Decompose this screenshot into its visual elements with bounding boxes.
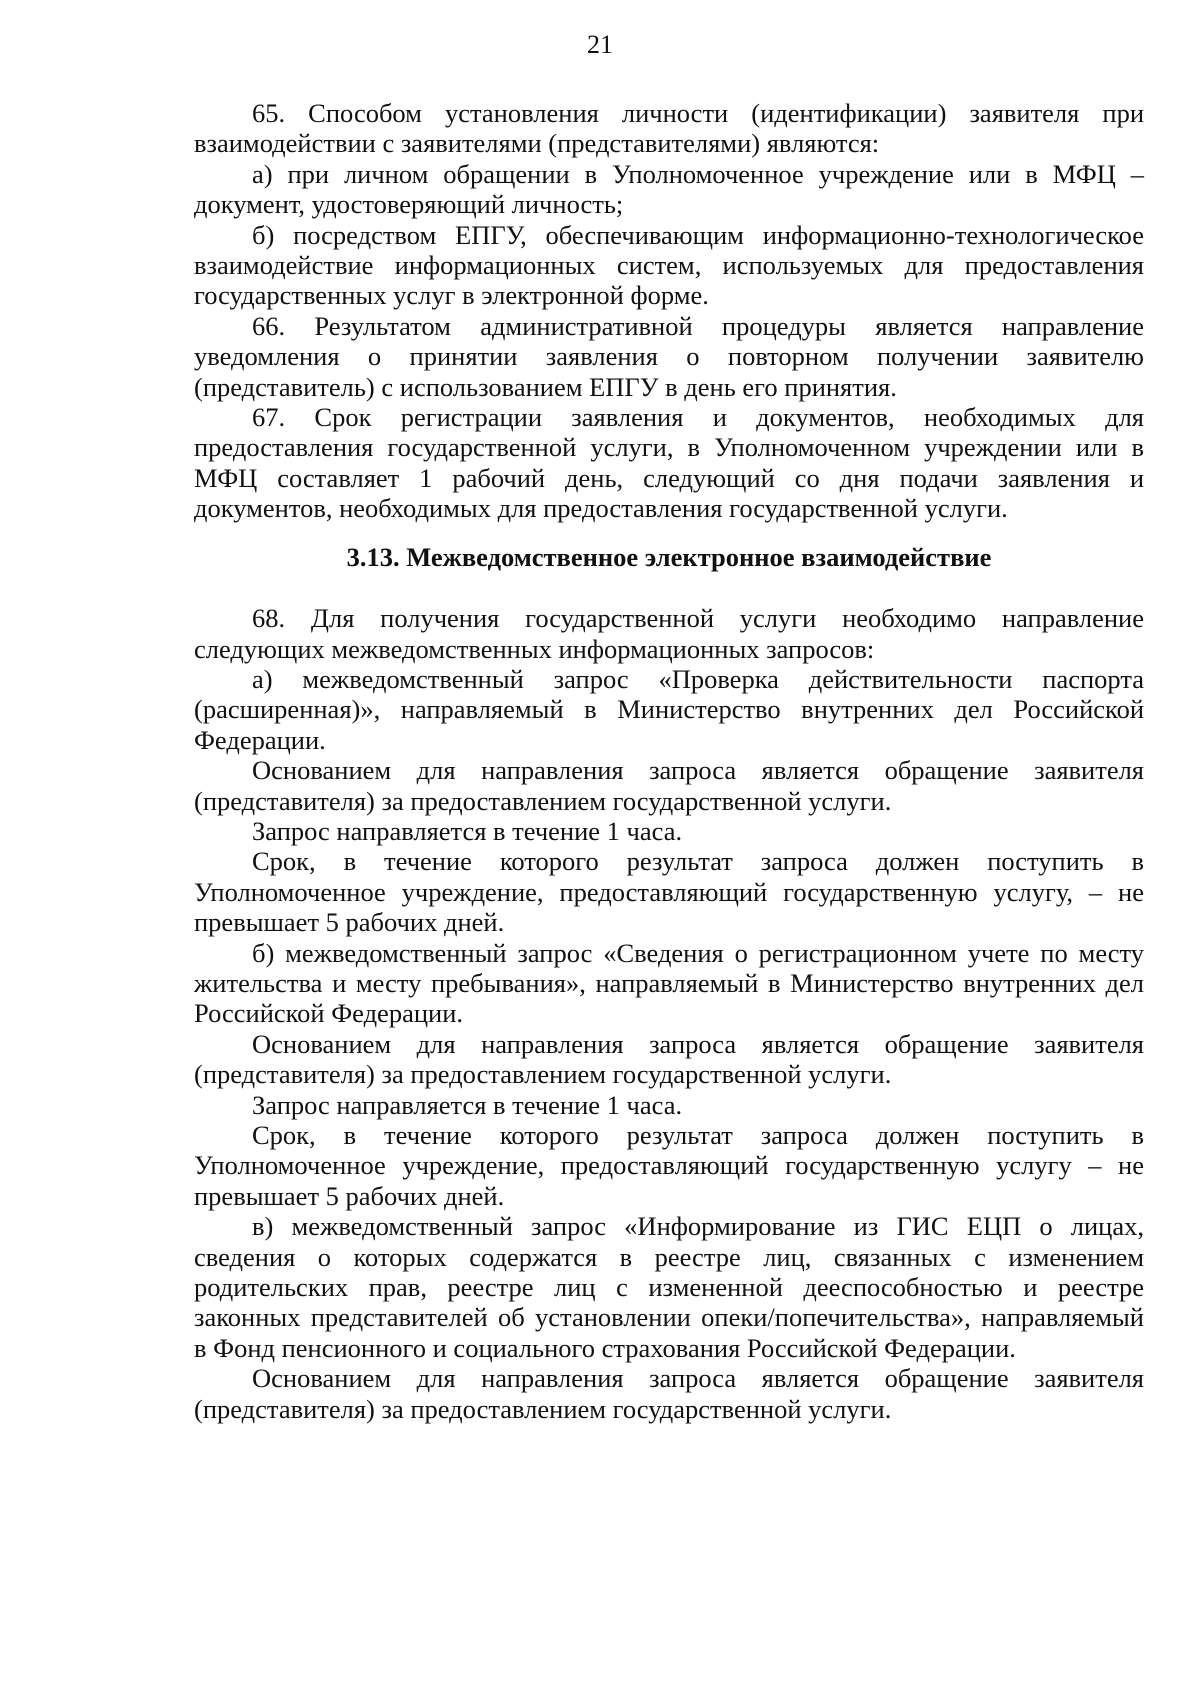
paragraph-68-a-timing: Запрос направляется в течение 1 часа. xyxy=(252,815,683,846)
paragraph-68-a: а) межведомственный запрос «Проверка действительности паспорта (расширенная)», направляемый в Министерство внутренних дел Российской Федерации. xyxy=(194,663,1144,755)
paragraph-65-a: а) при личном обращении в Уполномоченное учреждение или в МФЦ – документ, удостоверяющий личность; xyxy=(194,158,1144,220)
paragraph-68: 68. Для получения государственной услуги необходимо направление следующих межведомственных информационных запросов: xyxy=(194,603,1144,664)
paragraph-68-b-basis: Основанием для направления запроса является обращение заявителя (представителя) за предоставлением государственной услуги. xyxy=(194,1028,1144,1090)
document-body xyxy=(194,98,1144,1424)
paragraph-68-v: в) межведомственный запрос «Информирование из ГИС ЕЦП о лицах, сведения о которых содержатся в реестре лиц, связанных с изменением родительских прав, реестре лиц с измененной дееспособностью и реестре законных представителей об установлении опеки/попечительства», направляемый в Фонд пенсионного и социального страхования Российской Федерации. xyxy=(194,1211,1144,1363)
paragraph-67: 67. Срок регистрации заявления и документов, необходимых для предоставления государственной услуги, в Уполномоченном учреждении или в МФЦ составляет 1 рабочий день, следующий со дня подачи заявления и документов, необходимых для предоставления государственной услуги. xyxy=(194,402,1144,524)
paragraph-68-a-basis: Основанием для направления запроса является обращение заявителя (представителя) за предоставлением государственной услуги. xyxy=(194,755,1144,816)
paragraph-68-b-deadline: Срок, в течение которого результат запроса должен поступить в Уполномоченное учреждение, предоставляющий государственную услугу – не превышает 5 рабочих дней. xyxy=(194,1120,1144,1211)
paragraph-68-a-deadline: Срок, в течение которого результат запроса должен поступить в Уполномоченное учреждение, предоставляющий государственную услугу, – не превышает 5 рабочих дней. xyxy=(194,846,1144,938)
paragraph-68-b: б) межведомственный запрос «Сведения о регистрационном учете по месту жительства и месту пребывания», направляемый в Министерство внутренних дел Российской Федерации. xyxy=(194,937,1144,1029)
paragraph-65: 65. Способом установления личности (идентификации) заявителя при взаимодействии с заявителями (представителями) являются: xyxy=(194,98,1144,159)
paragraph-66: 66. Результатом административной процедуры является направление уведомления о принятии заявления о повторном получении заявителю (представитель) с использованием ЕПГУ в день его принятия. xyxy=(194,310,1144,402)
paragraph-68-b-timing: Запрос направляется в течение 1 часа. xyxy=(252,1089,683,1120)
paragraph-65-b: б) посредством ЕПГУ, обеспечивающим информационно-технологическое взаимодействие информационных систем, используемых для предоставления государственных услуг в электронной форме. xyxy=(194,219,1144,311)
paragraph-68-v-basis: Основанием для направления запроса является обращение заявителя (представителя) за предоставлением государственной услуги. xyxy=(194,1363,1144,1424)
section-heading: 3.13. Межведомственное электронное взаимодействие xyxy=(346,541,992,572)
page-number: 21 xyxy=(587,30,613,59)
